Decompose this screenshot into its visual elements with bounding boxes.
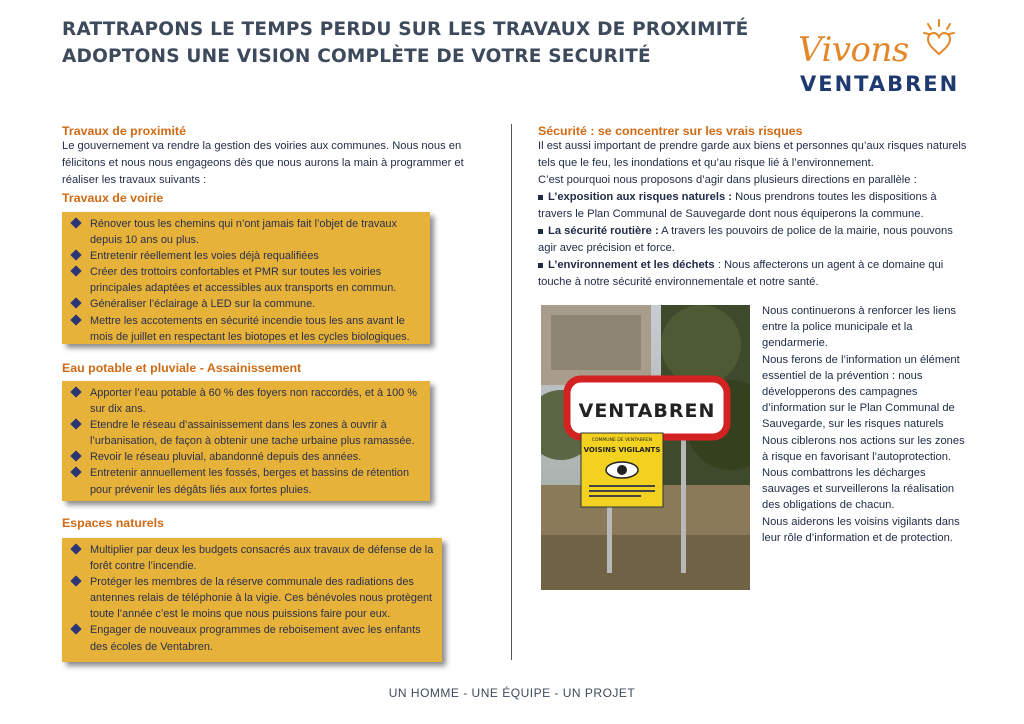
diamond-bullet-icon [70, 298, 81, 309]
list-item: Entretenir annuellement les fossés, berges et bassins de rétention pour prévenir les dégâts liés aux fortes pluies. [72, 465, 422, 497]
diamond-bullet-icon [70, 451, 81, 462]
espaces-box [62, 538, 442, 662]
diamond-bullet-icon [70, 576, 81, 587]
espaces-list [72, 542, 434, 655]
footer-slogan: UN HOMME - UNE ÉQUIPE - UN PROJET [388, 686, 636, 700]
list-item: Mettre les accotements en sécurité incendie tous les ans avant le mois de juillet en respectant les biotopes et les cycles biologiques. [72, 313, 422, 345]
list-item: Créer des trottoirs confortables et PMR sur toutes les voiries principales adaptées et accessibles aux transports en commun. [72, 264, 422, 296]
square-bullet-icon [538, 263, 543, 268]
diamond-bullet-icon [70, 624, 81, 635]
panel-title-text: VOISINS VIGILANTS [583, 446, 661, 454]
voisins-vigilants-photo [541, 305, 750, 590]
sign-town-text: VENTABREN [578, 400, 716, 422]
section-securite [538, 124, 970, 291]
sign-illustration [541, 305, 750, 590]
list-item: Engager de nouveaux programmes de reboisement avec les enfants des écoles de Ventabren. [72, 622, 434, 654]
title-line-2: ADOPTONS UNE VISION COMPLÈTE DE VOTRE SECURITÉ [62, 46, 651, 67]
espaces-title: Espaces naturels [62, 516, 164, 530]
list-item: Entretenir réellement les voies déjà requalifiées [72, 248, 422, 264]
diamond-bullet-icon [70, 314, 81, 325]
eau-list [72, 385, 422, 498]
list-item: Généraliser l’éclairage à LED sur la commune. [72, 296, 422, 312]
diamond-bullet-icon [70, 217, 81, 228]
square-bullet-icon [538, 229, 543, 234]
list-item: Multiplier par deux les budgets consacrés aux travaux de défense de la forêt contre l’incendie. [72, 542, 434, 574]
securite-side-text [762, 303, 972, 546]
securite-point: L’exposition aux risques naturels : Nous prendrons toutes les dispositions à travers le Plan Communal de Sauvegarde dont nous équiperons la commune. [538, 191, 937, 220]
proximite-text: Le gouvernement va rendre la gestion des voiries aux communes. Nous nous en félicitons et nous nous engageons dès que nous aurons la main à programmer et réaliser les travaux suivants : [62, 140, 464, 186]
list-item: Apporter l’eau potable à 60 % des foyers non raccordés, et à 100 % sur dix ans. [72, 385, 422, 417]
eau-box [62, 381, 430, 501]
proximite-title: Travaux de proximité [62, 124, 186, 138]
diamond-bullet-icon [70, 250, 81, 261]
side-paragraph: Nous continuerons à renforcer les liens entre la police municipale et la gendarmerie. [762, 305, 957, 350]
diamond-bullet-icon [70, 419, 81, 430]
diamond-bullet-icon [70, 266, 81, 277]
logo-town: VENTABREN [800, 72, 960, 96]
voirie-box [62, 212, 430, 344]
eau-title: Eau potable et pluviale - Assainissement [62, 361, 302, 375]
securite-lead: C’est pourquoi nous proposons d’agir dans plusieurs directions en parallèle : [538, 174, 917, 186]
logo [792, 16, 962, 96]
list-item: Etendre le réseau d’assainissement dans les zones à ouvrir à l’urbanisation, de façon à obtenir une tache urbaine plus ramassée. [72, 417, 422, 449]
side-paragraph: Nous ciblerons nos actions sur les zones à risque en favorisant l’autoprotection. [762, 434, 965, 463]
list-item: Protéger les membres de la réserve communale des radiations des antennes relais de téléphonie à la vigie. Ces bénévoles nous protègent toute l’année c’est le moins que nous puissions faire pour eux. [72, 574, 434, 622]
page-title [62, 16, 762, 70]
side-paragraph: Nous aiderons les voisins vigilants dans leur rôle d’information et de protection. [762, 515, 960, 544]
logo-script: Vivons [798, 30, 909, 70]
section-proximite [62, 124, 494, 189]
voirie-list [72, 216, 422, 345]
heart-sun-icon [922, 18, 956, 58]
diamond-bullet-icon [70, 467, 81, 478]
side-paragraph: Nous ferons de l’information un élément essentiel de la prévention : nous développerons des campagnes d’information sur le Plan Communal de Sauvegarde, sur les risques naturels [762, 353, 960, 431]
diamond-bullet-icon [70, 386, 81, 397]
securite-title: Sécurité : se concentrer sur les vrais risques [538, 124, 803, 138]
list-item: Revoir le réseau pluvial, abandonné depuis des années. [72, 449, 422, 465]
title-line-1: RATTRAPONS LE TEMPS PERDU SUR LES TRAVAUX DE PROXIMITÉ [62, 19, 749, 40]
side-paragraph: Nous combattrons les décharges sauvages et surveillerons la réalisation des obligations de chacun. [762, 467, 955, 512]
securite-intro: Il est aussi important de prendre garde aux biens et personnes qu’aux risques naturels tels que le feu, les inondations et qu’au risque lié à l’environnement. [538, 140, 967, 169]
voirie-title: Travaux de voirie [62, 191, 164, 205]
list-item: Rénover tous les chemins qui n’ont jamais fait l’objet de travaux depuis 10 ans ou plus. [72, 216, 422, 248]
column-divider [511, 124, 512, 660]
securite-point: L’environnement et les déchets : Nous affecterons un agent à ce domaine qui touche à notre sécurité environnementale et notre santé. [538, 259, 944, 288]
diamond-bullet-icon [70, 543, 81, 554]
securite-point: La sécurité routière : A travers les pouvoirs de police de la mairie, nous pouvons agir avec précision et force. [538, 225, 953, 254]
panel-top-text: COMMUNE DE VENTABREN [591, 438, 653, 443]
square-bullet-icon [538, 195, 543, 200]
